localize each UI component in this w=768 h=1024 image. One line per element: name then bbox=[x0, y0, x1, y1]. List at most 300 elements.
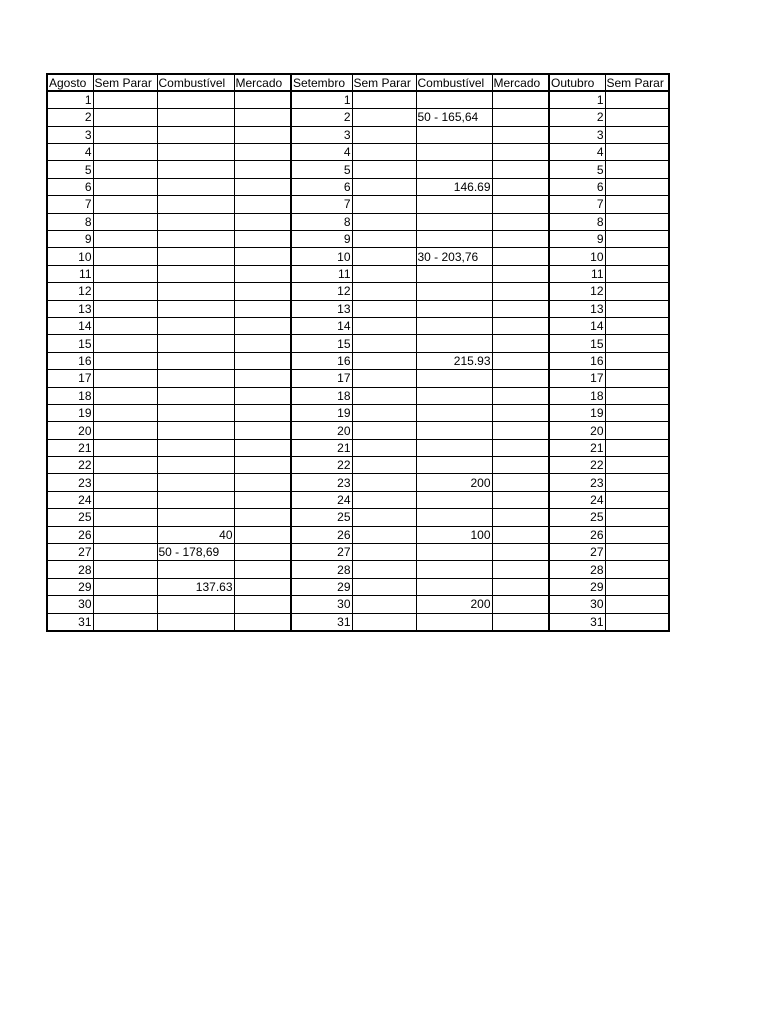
cell-outubro-day[interactable]: 9 bbox=[549, 231, 605, 248]
cell-agosto-combustivel[interactable] bbox=[157, 213, 234, 230]
cell-setembro-mercado[interactable] bbox=[492, 404, 549, 421]
cell-agosto-combustivel[interactable] bbox=[157, 283, 234, 300]
cell-setembro-sem-parar[interactable] bbox=[352, 126, 416, 143]
cell-agosto-day[interactable]: 28 bbox=[47, 561, 93, 578]
cell-agosto-combustivel[interactable] bbox=[157, 144, 234, 161]
cell-outubro-sem-parar[interactable] bbox=[605, 126, 669, 143]
cell-agosto-sem-parar[interactable] bbox=[93, 404, 157, 421]
cell-agosto-mercado[interactable] bbox=[234, 526, 291, 543]
cell-outubro-sem-parar[interactable] bbox=[605, 335, 669, 352]
cell-agosto-sem-parar[interactable] bbox=[93, 335, 157, 352]
cell-agosto-mercado[interactable] bbox=[234, 509, 291, 526]
cell-setembro-day[interactable]: 25 bbox=[291, 509, 352, 526]
cell-agosto-day[interactable]: 10 bbox=[47, 248, 93, 265]
cell-setembro-mercado[interactable] bbox=[492, 317, 549, 334]
cell-setembro-mercado[interactable] bbox=[492, 91, 549, 108]
cell-outubro-day[interactable]: 27 bbox=[549, 544, 605, 561]
cell-outubro-day[interactable]: 28 bbox=[549, 561, 605, 578]
cell-outubro-sem-parar[interactable] bbox=[605, 178, 669, 195]
cell-setembro-combustivel[interactable] bbox=[416, 613, 492, 630]
cell-setembro-mercado[interactable] bbox=[492, 178, 549, 195]
cell-outubro-day[interactable]: 18 bbox=[549, 387, 605, 404]
cell-outubro-day[interactable]: 15 bbox=[549, 335, 605, 352]
cell-agosto-sem-parar[interactable] bbox=[93, 178, 157, 195]
cell-agosto-sem-parar[interactable] bbox=[93, 213, 157, 230]
cell-outubro-day[interactable]: 21 bbox=[549, 439, 605, 456]
cell-agosto-day[interactable]: 31 bbox=[47, 613, 93, 630]
cell-setembro-day[interactable]: 26 bbox=[291, 526, 352, 543]
cell-setembro-combustivel[interactable] bbox=[416, 231, 492, 248]
cell-agosto-day[interactable]: 19 bbox=[47, 404, 93, 421]
cell-setembro-combustivel[interactable] bbox=[416, 457, 492, 474]
cell-setembro-day[interactable]: 5 bbox=[291, 161, 352, 178]
cell-setembro-mercado[interactable] bbox=[492, 370, 549, 387]
cell-agosto-sem-parar[interactable] bbox=[93, 248, 157, 265]
cell-agosto-day[interactable]: 26 bbox=[47, 526, 93, 543]
cell-outubro-sem-parar[interactable] bbox=[605, 457, 669, 474]
cell-setembro-sem-parar[interactable] bbox=[352, 422, 416, 439]
cell-agosto-day[interactable]: 8 bbox=[47, 213, 93, 230]
cell-outubro-day[interactable]: 4 bbox=[549, 144, 605, 161]
cell-setembro-mercado[interactable] bbox=[492, 457, 549, 474]
cell-setembro-sem-parar[interactable] bbox=[352, 387, 416, 404]
cell-setembro-sem-parar[interactable] bbox=[352, 474, 416, 491]
cell-setembro-combustivel[interactable] bbox=[416, 578, 492, 595]
cell-agosto-combustivel[interactable] bbox=[157, 561, 234, 578]
cell-agosto-sem-parar[interactable] bbox=[93, 91, 157, 108]
cell-setembro-combustivel[interactable] bbox=[416, 387, 492, 404]
cell-setembro-day[interactable]: 24 bbox=[291, 491, 352, 508]
cell-agosto-mercado[interactable] bbox=[234, 457, 291, 474]
cell-agosto-sem-parar[interactable] bbox=[93, 474, 157, 491]
cell-agosto-combustivel[interactable] bbox=[157, 91, 234, 108]
cell-agosto-mercado[interactable] bbox=[234, 387, 291, 404]
cell-outubro-sem-parar[interactable] bbox=[605, 352, 669, 369]
cell-outubro-sem-parar[interactable] bbox=[605, 387, 669, 404]
cell-agosto-combustivel[interactable] bbox=[157, 248, 234, 265]
cell-agosto-mercado[interactable] bbox=[234, 178, 291, 195]
cell-agosto-sem-parar[interactable] bbox=[93, 144, 157, 161]
cell-setembro-sem-parar[interactable] bbox=[352, 613, 416, 630]
cell-setembro-sem-parar[interactable] bbox=[352, 544, 416, 561]
cell-outubro-day[interactable]: 5 bbox=[549, 161, 605, 178]
cell-agosto-day[interactable]: 14 bbox=[47, 317, 93, 334]
cell-setembro-day[interactable]: 22 bbox=[291, 457, 352, 474]
cell-setembro-sem-parar[interactable] bbox=[352, 404, 416, 421]
cell-agosto-mercado[interactable] bbox=[234, 265, 291, 282]
cell-outubro-sem-parar[interactable] bbox=[605, 596, 669, 613]
cell-setembro-combustivel[interactable] bbox=[416, 283, 492, 300]
cell-agosto-day[interactable]: 2 bbox=[47, 109, 93, 126]
cell-outubro-sem-parar[interactable] bbox=[605, 370, 669, 387]
cell-setembro-day[interactable]: 11 bbox=[291, 265, 352, 282]
cell-setembro-sem-parar[interactable] bbox=[352, 317, 416, 334]
cell-outubro-sem-parar[interactable] bbox=[605, 283, 669, 300]
cell-setembro-day[interactable]: 12 bbox=[291, 283, 352, 300]
cell-setembro-day[interactable]: 1 bbox=[291, 91, 352, 108]
cell-setembro-mercado[interactable] bbox=[492, 596, 549, 613]
cell-outubro-day[interactable]: 1 bbox=[549, 91, 605, 108]
cell-agosto-combustivel[interactable] bbox=[157, 474, 234, 491]
cell-agosto-day[interactable]: 23 bbox=[47, 474, 93, 491]
cell-agosto-combustivel[interactable] bbox=[157, 596, 234, 613]
cell-setembro-day[interactable]: 2 bbox=[291, 109, 352, 126]
cell-setembro-combustivel[interactable]: 50 - 165,64 bbox=[416, 109, 492, 126]
cell-setembro-mercado[interactable] bbox=[492, 578, 549, 595]
cell-setembro-sem-parar[interactable] bbox=[352, 248, 416, 265]
cell-setembro-combustivel[interactable]: 200 bbox=[416, 474, 492, 491]
cell-setembro-day[interactable]: 20 bbox=[291, 422, 352, 439]
cell-setembro-mercado[interactable] bbox=[492, 161, 549, 178]
cell-setembro-day[interactable]: 30 bbox=[291, 596, 352, 613]
cell-agosto-mercado[interactable] bbox=[234, 161, 291, 178]
cell-agosto-sem-parar[interactable] bbox=[93, 300, 157, 317]
cell-setembro-day[interactable]: 9 bbox=[291, 231, 352, 248]
cell-setembro-mercado[interactable] bbox=[492, 265, 549, 282]
cell-setembro-sem-parar[interactable] bbox=[352, 439, 416, 456]
cell-setembro-combustivel[interactable]: 200 bbox=[416, 596, 492, 613]
cell-agosto-sem-parar[interactable] bbox=[93, 370, 157, 387]
cell-setembro-sem-parar[interactable] bbox=[352, 561, 416, 578]
cell-setembro-day[interactable]: 4 bbox=[291, 144, 352, 161]
cell-agosto-day[interactable]: 25 bbox=[47, 509, 93, 526]
cell-agosto-combustivel[interactable] bbox=[157, 387, 234, 404]
cell-agosto-mercado[interactable] bbox=[234, 352, 291, 369]
cell-agosto-sem-parar[interactable] bbox=[93, 231, 157, 248]
cell-agosto-combustivel[interactable] bbox=[157, 265, 234, 282]
cell-agosto-sem-parar[interactable] bbox=[93, 613, 157, 630]
cell-outubro-day[interactable]: 13 bbox=[549, 300, 605, 317]
cell-outubro-sem-parar[interactable] bbox=[605, 439, 669, 456]
cell-setembro-combustivel[interactable]: 146.69 bbox=[416, 178, 492, 195]
cell-outubro-sem-parar[interactable] bbox=[605, 422, 669, 439]
cell-agosto-mercado[interactable] bbox=[234, 422, 291, 439]
cell-setembro-mercado[interactable] bbox=[492, 300, 549, 317]
cell-agosto-day[interactable]: 12 bbox=[47, 283, 93, 300]
cell-agosto-combustivel[interactable]: 137.63 bbox=[157, 578, 234, 595]
cell-agosto-combustivel[interactable] bbox=[157, 109, 234, 126]
cell-agosto-day[interactable]: 29 bbox=[47, 578, 93, 595]
cell-agosto-sem-parar[interactable] bbox=[93, 457, 157, 474]
cell-agosto-sem-parar[interactable] bbox=[93, 352, 157, 369]
cell-setembro-combustivel[interactable] bbox=[416, 370, 492, 387]
cell-setembro-mercado[interactable] bbox=[492, 561, 549, 578]
cell-outubro-day[interactable]: 16 bbox=[549, 352, 605, 369]
cell-setembro-combustivel[interactable] bbox=[416, 126, 492, 143]
cell-setembro-combustivel[interactable] bbox=[416, 422, 492, 439]
cell-agosto-mercado[interactable] bbox=[234, 91, 291, 108]
cell-agosto-mercado[interactable] bbox=[234, 300, 291, 317]
cell-agosto-sem-parar[interactable] bbox=[93, 578, 157, 595]
cell-outubro-sem-parar[interactable] bbox=[605, 561, 669, 578]
cell-outubro-sem-parar[interactable] bbox=[605, 213, 669, 230]
cell-agosto-day[interactable]: 17 bbox=[47, 370, 93, 387]
cell-agosto-mercado[interactable] bbox=[234, 596, 291, 613]
cell-outubro-day[interactable]: 8 bbox=[549, 213, 605, 230]
cell-agosto-mercado[interactable] bbox=[234, 231, 291, 248]
cell-agosto-sem-parar[interactable] bbox=[93, 196, 157, 213]
cell-setembro-mercado[interactable] bbox=[492, 248, 549, 265]
cell-agosto-sem-parar[interactable] bbox=[93, 317, 157, 334]
cell-setembro-sem-parar[interactable] bbox=[352, 370, 416, 387]
cell-setembro-sem-parar[interactable] bbox=[352, 283, 416, 300]
cell-outubro-day[interactable]: 7 bbox=[549, 196, 605, 213]
cell-agosto-mercado[interactable] bbox=[234, 213, 291, 230]
cell-agosto-combustivel[interactable] bbox=[157, 509, 234, 526]
cell-agosto-sem-parar[interactable] bbox=[93, 161, 157, 178]
cell-agosto-mercado[interactable] bbox=[234, 126, 291, 143]
cell-agosto-combustivel[interactable]: 50 - 178,69 bbox=[157, 544, 234, 561]
cell-setembro-sem-parar[interactable] bbox=[352, 196, 416, 213]
cell-agosto-mercado[interactable] bbox=[234, 578, 291, 595]
cell-setembro-combustivel[interactable] bbox=[416, 544, 492, 561]
cell-agosto-day[interactable]: 16 bbox=[47, 352, 93, 369]
cell-agosto-sem-parar[interactable] bbox=[93, 109, 157, 126]
cell-setembro-sem-parar[interactable] bbox=[352, 109, 416, 126]
cell-agosto-combustivel[interactable] bbox=[157, 335, 234, 352]
cell-setembro-day[interactable]: 10 bbox=[291, 248, 352, 265]
cell-agosto-mercado[interactable] bbox=[234, 561, 291, 578]
cell-outubro-day[interactable]: 3 bbox=[549, 126, 605, 143]
cell-agosto-combustivel[interactable] bbox=[157, 126, 234, 143]
cell-outubro-sem-parar[interactable] bbox=[605, 109, 669, 126]
cell-setembro-sem-parar[interactable] bbox=[352, 300, 416, 317]
cell-setembro-combustivel[interactable] bbox=[416, 317, 492, 334]
cell-agosto-mercado[interactable] bbox=[234, 613, 291, 630]
cell-outubro-sem-parar[interactable] bbox=[605, 144, 669, 161]
cell-setembro-mercado[interactable] bbox=[492, 474, 549, 491]
cell-outubro-sem-parar[interactable] bbox=[605, 491, 669, 508]
cell-outubro-sem-parar[interactable] bbox=[605, 265, 669, 282]
cell-agosto-day[interactable]: 7 bbox=[47, 196, 93, 213]
cell-agosto-day[interactable]: 27 bbox=[47, 544, 93, 561]
cell-agosto-day[interactable]: 30 bbox=[47, 596, 93, 613]
cell-setembro-combustivel[interactable] bbox=[416, 213, 492, 230]
cell-setembro-day[interactable]: 29 bbox=[291, 578, 352, 595]
cell-setembro-mercado[interactable] bbox=[492, 144, 549, 161]
cell-outubro-day[interactable]: 19 bbox=[549, 404, 605, 421]
cell-setembro-combustivel[interactable]: 100 bbox=[416, 526, 492, 543]
cell-agosto-sem-parar[interactable] bbox=[93, 126, 157, 143]
cell-setembro-day[interactable]: 7 bbox=[291, 196, 352, 213]
cell-agosto-mercado[interactable] bbox=[234, 317, 291, 334]
cell-setembro-mercado[interactable] bbox=[492, 439, 549, 456]
cell-agosto-combustivel[interactable] bbox=[157, 196, 234, 213]
cell-setembro-sem-parar[interactable] bbox=[352, 578, 416, 595]
cell-setembro-day[interactable]: 13 bbox=[291, 300, 352, 317]
cell-agosto-combustivel[interactable] bbox=[157, 317, 234, 334]
cell-agosto-combustivel[interactable] bbox=[157, 178, 234, 195]
cell-setembro-mercado[interactable] bbox=[492, 613, 549, 630]
cell-setembro-day[interactable]: 6 bbox=[291, 178, 352, 195]
cell-agosto-day[interactable]: 4 bbox=[47, 144, 93, 161]
cell-outubro-day[interactable]: 30 bbox=[549, 596, 605, 613]
cell-outubro-day[interactable]: 24 bbox=[549, 491, 605, 508]
cell-setembro-sem-parar[interactable] bbox=[352, 596, 416, 613]
cell-agosto-sem-parar[interactable] bbox=[93, 596, 157, 613]
cell-outubro-day[interactable]: 10 bbox=[549, 248, 605, 265]
cell-setembro-sem-parar[interactable] bbox=[352, 144, 416, 161]
cell-agosto-day[interactable]: 3 bbox=[47, 126, 93, 143]
cell-setembro-combustivel[interactable]: 215.93 bbox=[416, 352, 492, 369]
cell-setembro-combustivel[interactable] bbox=[416, 509, 492, 526]
cell-outubro-day[interactable]: 31 bbox=[549, 613, 605, 630]
cell-agosto-sem-parar[interactable] bbox=[93, 544, 157, 561]
cell-outubro-day[interactable]: 6 bbox=[549, 178, 605, 195]
cell-agosto-mercado[interactable] bbox=[234, 196, 291, 213]
cell-agosto-day[interactable]: 9 bbox=[47, 231, 93, 248]
cell-agosto-combustivel[interactable] bbox=[157, 231, 234, 248]
cell-agosto-day[interactable]: 13 bbox=[47, 300, 93, 317]
cell-agosto-sem-parar[interactable] bbox=[93, 283, 157, 300]
cell-agosto-combustivel[interactable] bbox=[157, 457, 234, 474]
cell-agosto-day[interactable]: 18 bbox=[47, 387, 93, 404]
cell-agosto-day[interactable]: 22 bbox=[47, 457, 93, 474]
cell-setembro-combustivel[interactable]: 30 - 203,76 bbox=[416, 248, 492, 265]
cell-setembro-combustivel[interactable] bbox=[416, 561, 492, 578]
cell-agosto-mercado[interactable] bbox=[234, 370, 291, 387]
cell-setembro-combustivel[interactable] bbox=[416, 491, 492, 508]
cell-agosto-sem-parar[interactable] bbox=[93, 509, 157, 526]
cell-outubro-sem-parar[interactable] bbox=[605, 404, 669, 421]
cell-outubro-sem-parar[interactable] bbox=[605, 474, 669, 491]
cell-setembro-sem-parar[interactable] bbox=[352, 161, 416, 178]
cell-agosto-sem-parar[interactable] bbox=[93, 561, 157, 578]
cell-setembro-day[interactable]: 3 bbox=[291, 126, 352, 143]
cell-agosto-combustivel[interactable]: 40 bbox=[157, 526, 234, 543]
cell-setembro-combustivel[interactable] bbox=[416, 161, 492, 178]
cell-setembro-mercado[interactable] bbox=[492, 126, 549, 143]
cell-setembro-sem-parar[interactable] bbox=[352, 509, 416, 526]
cell-agosto-mercado[interactable] bbox=[234, 439, 291, 456]
cell-agosto-combustivel[interactable] bbox=[157, 161, 234, 178]
cell-setembro-combustivel[interactable] bbox=[416, 335, 492, 352]
cell-outubro-sem-parar[interactable] bbox=[605, 91, 669, 108]
cell-agosto-day[interactable]: 11 bbox=[47, 265, 93, 282]
cell-agosto-mercado[interactable] bbox=[234, 474, 291, 491]
cell-outubro-day[interactable]: 12 bbox=[549, 283, 605, 300]
cell-setembro-day[interactable]: 18 bbox=[291, 387, 352, 404]
cell-agosto-mercado[interactable] bbox=[234, 283, 291, 300]
cell-setembro-combustivel[interactable] bbox=[416, 196, 492, 213]
cell-outubro-sem-parar[interactable] bbox=[605, 578, 669, 595]
cell-outubro-sem-parar[interactable] bbox=[605, 248, 669, 265]
cell-outubro-day[interactable]: 14 bbox=[549, 317, 605, 334]
cell-agosto-combustivel[interactable] bbox=[157, 370, 234, 387]
cell-agosto-mercado[interactable] bbox=[234, 544, 291, 561]
cell-outubro-sem-parar[interactable] bbox=[605, 544, 669, 561]
cell-setembro-mercado[interactable] bbox=[492, 109, 549, 126]
cell-setembro-day[interactable]: 19 bbox=[291, 404, 352, 421]
cell-agosto-sem-parar[interactable] bbox=[93, 387, 157, 404]
cell-agosto-day[interactable]: 21 bbox=[47, 439, 93, 456]
cell-setembro-day[interactable]: 23 bbox=[291, 474, 352, 491]
cell-setembro-day[interactable]: 31 bbox=[291, 613, 352, 630]
cell-agosto-day[interactable]: 5 bbox=[47, 161, 93, 178]
cell-setembro-mercado[interactable] bbox=[492, 491, 549, 508]
cell-outubro-day[interactable]: 23 bbox=[549, 474, 605, 491]
cell-outubro-day[interactable]: 20 bbox=[549, 422, 605, 439]
cell-setembro-mercado[interactable] bbox=[492, 509, 549, 526]
cell-agosto-sem-parar[interactable] bbox=[93, 491, 157, 508]
cell-setembro-mercado[interactable] bbox=[492, 335, 549, 352]
cell-outubro-day[interactable]: 17 bbox=[549, 370, 605, 387]
cell-setembro-combustivel[interactable] bbox=[416, 439, 492, 456]
cell-outubro-sem-parar[interactable] bbox=[605, 509, 669, 526]
cell-setembro-mercado[interactable] bbox=[492, 352, 549, 369]
cell-agosto-combustivel[interactable] bbox=[157, 422, 234, 439]
cell-setembro-sem-parar[interactable] bbox=[352, 231, 416, 248]
cell-setembro-sem-parar[interactable] bbox=[352, 213, 416, 230]
cell-setembro-day[interactable]: 16 bbox=[291, 352, 352, 369]
cell-outubro-sem-parar[interactable] bbox=[605, 613, 669, 630]
cell-outubro-day[interactable]: 26 bbox=[549, 526, 605, 543]
cell-agosto-day[interactable]: 15 bbox=[47, 335, 93, 352]
cell-agosto-sem-parar[interactable] bbox=[93, 265, 157, 282]
cell-setembro-sem-parar[interactable] bbox=[352, 491, 416, 508]
cell-agosto-day[interactable]: 24 bbox=[47, 491, 93, 508]
cell-setembro-mercado[interactable] bbox=[492, 231, 549, 248]
cell-setembro-day[interactable]: 15 bbox=[291, 335, 352, 352]
cell-agosto-combustivel[interactable] bbox=[157, 300, 234, 317]
cell-setembro-combustivel[interactable] bbox=[416, 91, 492, 108]
cell-setembro-combustivel[interactable] bbox=[416, 144, 492, 161]
cell-agosto-combustivel[interactable] bbox=[157, 404, 234, 421]
cell-outubro-sem-parar[interactable] bbox=[605, 300, 669, 317]
cell-outubro-sem-parar[interactable] bbox=[605, 231, 669, 248]
cell-agosto-mercado[interactable] bbox=[234, 491, 291, 508]
cell-setembro-day[interactable]: 14 bbox=[291, 317, 352, 334]
cell-setembro-sem-parar[interactable] bbox=[352, 178, 416, 195]
cell-agosto-day[interactable]: 20 bbox=[47, 422, 93, 439]
cell-setembro-mercado[interactable] bbox=[492, 387, 549, 404]
cell-outubro-day[interactable]: 22 bbox=[549, 457, 605, 474]
cell-agosto-combustivel[interactable] bbox=[157, 491, 234, 508]
cell-setembro-mercado[interactable] bbox=[492, 526, 549, 543]
cell-setembro-mercado[interactable] bbox=[492, 422, 549, 439]
cell-setembro-mercado[interactable] bbox=[492, 544, 549, 561]
cell-setembro-sem-parar[interactable] bbox=[352, 352, 416, 369]
cell-agosto-sem-parar[interactable] bbox=[93, 422, 157, 439]
cell-agosto-mercado[interactable] bbox=[234, 335, 291, 352]
cell-outubro-day[interactable]: 29 bbox=[549, 578, 605, 595]
cell-setembro-mercado[interactable] bbox=[492, 213, 549, 230]
cell-agosto-mercado[interactable] bbox=[234, 109, 291, 126]
cell-outubro-sem-parar[interactable] bbox=[605, 317, 669, 334]
cell-agosto-mercado[interactable] bbox=[234, 144, 291, 161]
cell-setembro-sem-parar[interactable] bbox=[352, 457, 416, 474]
cell-setembro-sem-parar[interactable] bbox=[352, 91, 416, 108]
cell-outubro-day[interactable]: 25 bbox=[549, 509, 605, 526]
cell-agosto-mercado[interactable] bbox=[234, 248, 291, 265]
cell-setembro-day[interactable]: 28 bbox=[291, 561, 352, 578]
cell-setembro-day[interactable]: 17 bbox=[291, 370, 352, 387]
cell-agosto-sem-parar[interactable] bbox=[93, 526, 157, 543]
cell-setembro-sem-parar[interactable] bbox=[352, 335, 416, 352]
cell-agosto-day[interactable]: 1 bbox=[47, 91, 93, 108]
cell-outubro-day[interactable]: 2 bbox=[549, 109, 605, 126]
cell-outubro-sem-parar[interactable] bbox=[605, 161, 669, 178]
cell-outubro-sem-parar[interactable] bbox=[605, 526, 669, 543]
cell-outubro-day[interactable]: 11 bbox=[549, 265, 605, 282]
cell-setembro-combustivel[interactable] bbox=[416, 404, 492, 421]
cell-outubro-sem-parar[interactable] bbox=[605, 196, 669, 213]
cell-agosto-combustivel[interactable] bbox=[157, 352, 234, 369]
cell-setembro-sem-parar[interactable] bbox=[352, 265, 416, 282]
cell-agosto-combustivel[interactable] bbox=[157, 613, 234, 630]
cell-setembro-combustivel[interactable] bbox=[416, 300, 492, 317]
cell-setembro-day[interactable]: 8 bbox=[291, 213, 352, 230]
